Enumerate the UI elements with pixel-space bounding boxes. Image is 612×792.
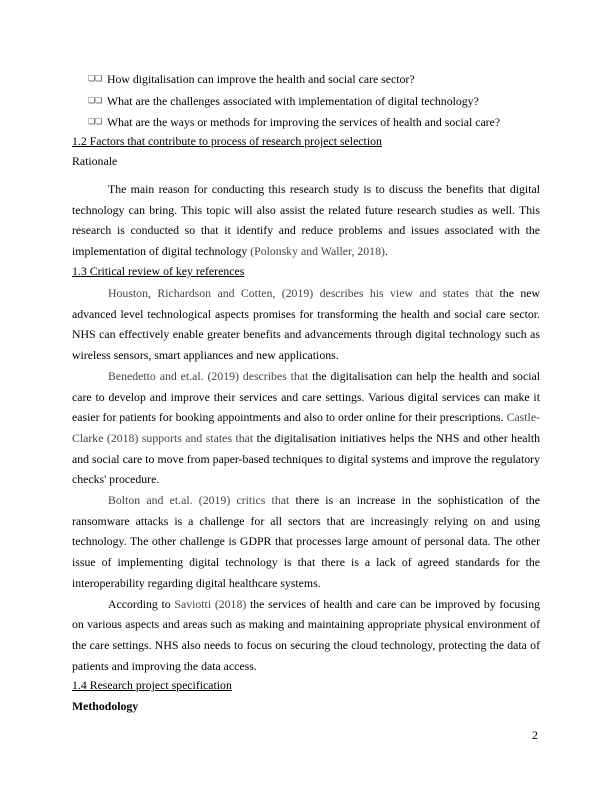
review-paragraph	[72, 594, 540, 677]
review-paragraph	[72, 490, 540, 594]
critical-review-body	[72, 283, 540, 676]
citation: Castle-Clarke (2018) supports and states that	[72, 410, 540, 445]
paragraph-text: the digitalisation initiatives helps the NHS and other health and social care to move from paper-based techniques to digital systems and improve the regulatory checks' procedure.	[72, 430, 540, 487]
section-heading-1-4: 1.4 Research project specification	[72, 678, 232, 692]
list-item	[88, 71, 548, 93]
citation: (Polonsky and Waller, 2018)	[250, 244, 385, 259]
paragraph-text: .	[384, 244, 388, 259]
question-text: What are the challenges associated with implementation of digital technology?	[107, 93, 479, 108]
paragraph-text: the digitalisation can help the health and social care to develop and improve their services and care settings. Various digital services can make it easier for patients for booking appointments and also to order online for their prescriptions.	[72, 368, 540, 425]
section-heading-1-2: 1.2 Factors that contribute to process of research project selection	[72, 134, 382, 148]
paragraph-text: The main reason for conducting this research study is to discuss the benefits that digital technology can bring. This topic will also assist the related future research studies as well. This research is conducted so that it identify and reduce problems and issues associated with the implementation of digital technology	[72, 182, 540, 259]
rationale-body	[72, 179, 540, 262]
citation: Saviotti (2018)	[174, 596, 247, 611]
bullet-icon: ❏❏	[88, 117, 103, 126]
review-paragraph	[72, 283, 540, 366]
question-text: How digitalisation can improve the health and social care sector?	[107, 72, 415, 86]
paragraph-text: the new advanced level technological aspects promises for transforming the health and social care sector. NHS can effectively enable greater benefits and advancements through digital technology such as wireless sensors, smart appliances and new applications.	[72, 286, 540, 363]
question-text: What are the ways or methods for improving the services of health and social care?	[107, 115, 501, 129]
page-number: 2	[532, 728, 538, 742]
list-item	[88, 93, 548, 115]
citation: Bolton and et.al. (2019) critics that	[108, 493, 290, 508]
bullet-icon: ❏❏	[88, 74, 103, 83]
methodology-subheading: Methodology	[72, 699, 139, 713]
paragraph-text: According to	[108, 596, 175, 611]
review-paragraph	[72, 366, 540, 490]
paragraph-text: the services of health and care can be improved by focusing on various aspects and areas such as making and maintaining appropriate physical environment of the care settings. NHS also needs to focus on securing the cloud technology, protecting the data of patients and improving the data access.	[72, 596, 540, 673]
paragraph-text: there is an increase in the sophistication of the ransomware attacks is a challenge for all sectors that are increasingly relying on and using technology. The other challenge is GDPR that processes large amount of personal data. The other issue of implementing digital technology is that there is a lack of agreed standards for the interoperability regarding digital healthcare systems.	[72, 493, 540, 590]
rationale-subheading: Rationale	[72, 154, 118, 168]
section-heading-1-3: 1.3 Critical review of key references	[72, 264, 245, 278]
research-questions-list	[88, 71, 548, 136]
rationale-paragraph	[72, 179, 540, 262]
bullet-icon: ❏❏	[88, 95, 103, 105]
citation: Benedetto and et.al. (2019) describes that	[108, 368, 309, 383]
citation: Houston, Richardson and Cotten, (2019) describes his view and states that	[108, 286, 494, 300]
